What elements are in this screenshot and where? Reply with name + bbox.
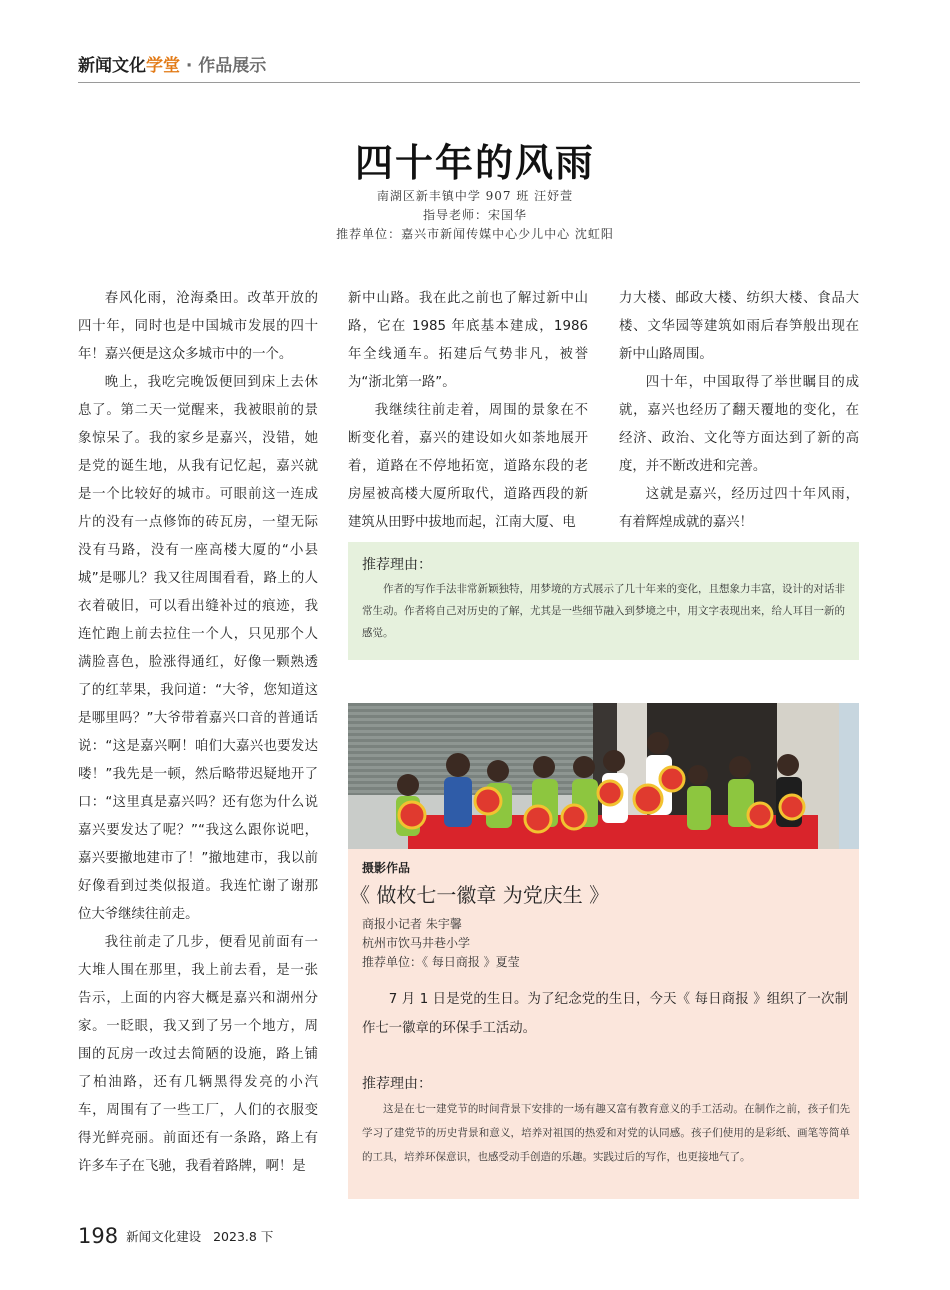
article-column-2 bbox=[348, 285, 588, 537]
paragraph: 春风化雨，沧海桑田。改革开放的四十年，同时也是中国城市发展的四十年！嘉兴便是这众多城市中的一个。 bbox=[78, 291, 318, 362]
brand-accent: 学堂 bbox=[146, 56, 180, 76]
photo-category: 摄影作品 bbox=[362, 861, 411, 875]
paragraph: 我继续往前走着，周围的景象在不断变化着，嘉兴的建设如火如荼地展开着，道路在不停地拓宽，道路东段的老房屋被高楼大厦所取代，道路西段的新建筑从田野中拔地而起，江南大厦、电 bbox=[348, 403, 588, 530]
recommendation-box bbox=[348, 542, 859, 660]
photo-reporter: 商报小记者 朱宇馨 bbox=[362, 917, 462, 931]
photo-title: 《 做枚七一徽章 为党庆生 》 bbox=[350, 883, 610, 907]
article-title: 四十年的风雨 bbox=[354, 141, 595, 185]
teacher-line: 指导老师：宋国华 bbox=[422, 208, 527, 222]
page-header bbox=[78, 54, 860, 83]
paragraph: 这就是嘉兴，经历过四十年风雨，有着辉煌成就的嘉兴！ bbox=[619, 487, 859, 530]
group-photo-illustration bbox=[348, 703, 859, 849]
photo-recommendation-heading: 推荐理由： bbox=[362, 1076, 432, 1092]
paragraph: 四十年，中国取得了举世瞩目的成就，嘉兴也经历了翻天覆地的变化，在经济、政治、文化等方面达到了新的高度，并不断改进和完善。 bbox=[619, 375, 859, 474]
recommendation-heading: 推荐理由： bbox=[362, 557, 432, 573]
brand-main: 新闻文化 bbox=[78, 56, 146, 76]
publication-name: 新闻文化建设 bbox=[126, 1229, 202, 1244]
page-number: 198 bbox=[78, 1224, 119, 1248]
header-separator: · bbox=[180, 56, 199, 76]
author-line: 南湖区新丰镇中学 907 班 汪妤萱 bbox=[376, 189, 574, 203]
page-footer bbox=[78, 1224, 273, 1248]
paragraph: 新中山路。我在此之前也了解过新中山路，它在 1985 年底基本建成，1986 年全线通车。拓建后气势非凡，被誉为“浙北第一路”。 bbox=[348, 291, 588, 390]
paragraph: 我往前走了几步，便看见前面有一大堆人围在那里，我上前去看，是一张告示，上面的内容大概是嘉兴和湖州分家。一眨眼，我又到了另一个地方，周围的瓦房一改过去简陋的设施，路上铺了柏油路，还有几辆黑得发亮的小汽车，周围有了一些工厂，人们的衣服变得光鲜亮丽。前面还有一条路，路上有许多车子在飞驰，我看着路牌，啊！是 bbox=[78, 935, 318, 1174]
photo-work-box bbox=[348, 703, 859, 1199]
photo-recommendation-text: 这是在七一建党节的时间背景下安排的一场有趣又富有教育意义的手工活动。在制作之前，孩子们先学习了建党节的历史背景和意义，培养对祖国的热爱和对党的认同感。孩子们使用的是彩纸、画笔等简单的工具，培养环保意识，也感受动手创造的乐趣。实践过后的写作，也更接地气了。 bbox=[362, 1103, 850, 1163]
photo-description: 7 月 1 日是党的生日。为了纪念党的生日，今天《 每日商报 》组织了一次制作七一徽章的环保手工活动。 bbox=[362, 992, 848, 1036]
section-label: 作品展示 bbox=[198, 56, 267, 76]
recommendation-text: 作者的写作手法非常新颖独特，用梦境的方式展示了几十年来的变化，且想象力丰富，设计的对话非常生动。作者将自己对历史的了解，尤其是一些细节融入到梦境之中，用文字表现出来，给人耳目一新的感觉。 bbox=[362, 583, 845, 639]
photo-school: 杭州市饮马井巷小学 bbox=[362, 936, 471, 950]
photo-unit: 推荐单位：《 每日商报 》夏莹 bbox=[362, 955, 520, 969]
issue-label: 2023.8 下 bbox=[213, 1229, 274, 1244]
unit-line: 推荐单位：嘉兴市新闻传媒中心少儿中心 沈虹阳 bbox=[336, 227, 614, 241]
group-photo bbox=[348, 703, 859, 849]
paragraph: 晚上，我吃完晚饭便回到床上去休息了。第二天一觉醒来，我被眼前的景象惊呆了。我的家乡是嘉兴，没错，她是党的诞生地，从我有记忆起，嘉兴就是一个比较好的城市。可眼前这一连成片的没有一点修饰的砖瓦房，一望无际没有马路，没有一座高楼大厦的“小县城”是哪儿？我又往周围看看，路上的人衣着破旧，可以看出缝补过的痕迹，我连忙跑上前去拉住一个人，只见那个人满脸喜色，脸涨得通红，好像一颗熟透了的红苹果，我问道：“大爷，您知道这是哪里吗？”大爷带着嘉兴口音的普通话说：“这是嘉兴啊！咱们大嘉兴也要发达喽！”我先是一顿，然后略带迟疑地开了口：“这里真是嘉兴吗？还有您为什么说嘉兴要发达了呢？”“我这么跟你说吧，嘉兴要撤地建市了！”撤地建市，我以前好像看到过类似报道。我连忙谢了谢那位大爷继续往前走。 bbox=[78, 375, 318, 922]
article-column-1 bbox=[78, 285, 318, 1181]
article-column-3 bbox=[619, 285, 859, 537]
paragraph: 力大楼、邮政大楼、纺织大楼、食品大楼、文华园等建筑如雨后春笋般出现在新中山路周围。 bbox=[619, 291, 859, 362]
